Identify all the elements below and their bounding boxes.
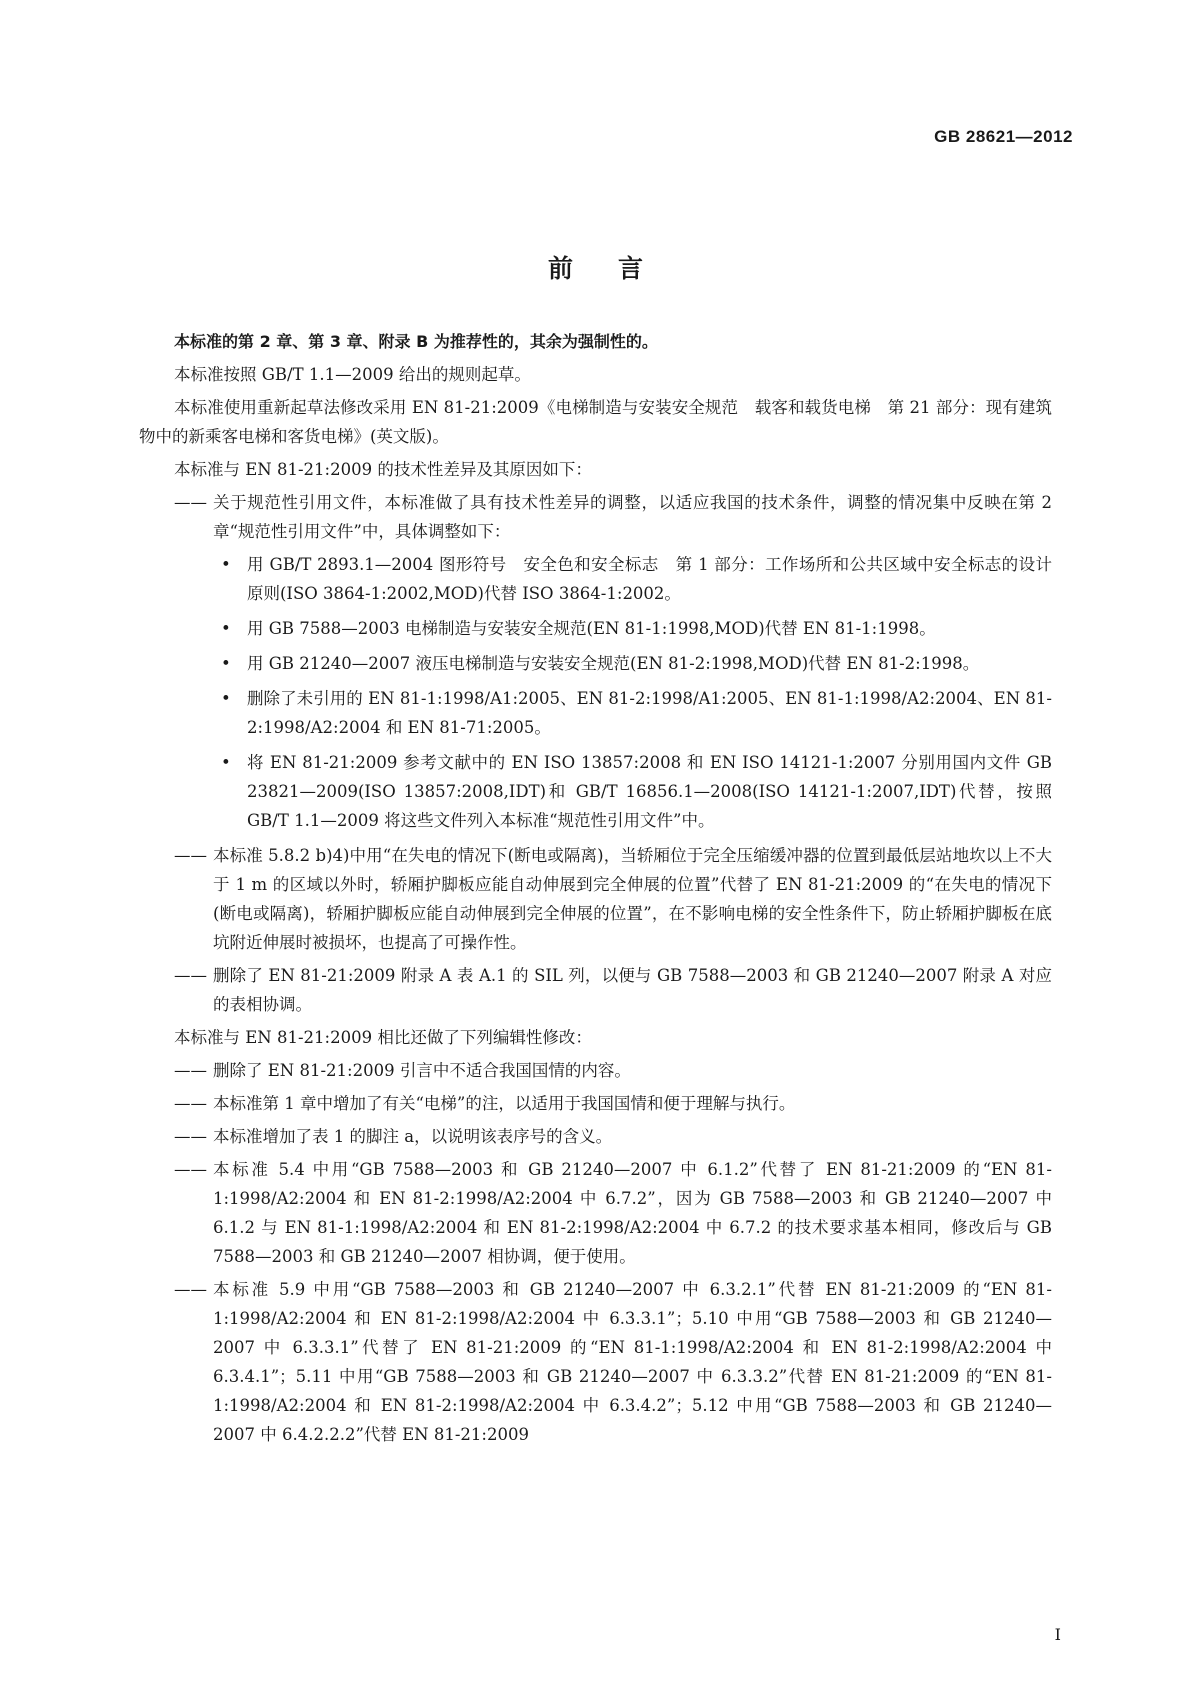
dash-mark: —— (174, 1160, 207, 1179)
dash-mark: —— (174, 846, 207, 865)
dash-mark: —— (174, 966, 207, 985)
list-item-text: 将 EN 81-21:2009 参考文献中的 EN ISO 13857:2008 和 EN ISO 14121-1:2007 分别用国内文件 GB 23821—2009(ISO 13857:2008,IDT)和 GB/T 16856.1—2008(ISO 14121-1:2007,IDT)代替，按照 GB/T 1.1—2009 将这些文件列入本标准“规范性引用文件”中。 (247, 753, 1052, 830)
list-item (139, 614, 1052, 643)
list-item-text: 用 GB 21240—2007 液压电梯制造与安装安全规范(EN 81-2:1998,MOD)代替 EN 81-2:1998。 (247, 654, 980, 673)
dash-mark: —— (174, 1280, 207, 1299)
page-title: 前言 (547, 253, 688, 283)
editorial-item (139, 1056, 1052, 1085)
editorial-item (139, 1155, 1052, 1271)
list-item-text: 删除了未引用的 EN 81-1:1998/A1:2005、EN 81-2:1998/A1:2005、EN 81-1:1998/A2:2004、EN 81-2:1998/A2:2004 和 EN 81-71:2005。 (247, 689, 1052, 737)
editorial-item-text: 本标准第 1 章中增加了有关“电梯”的注，以适用于我国国情和便于理解与执行。 (213, 1094, 796, 1113)
editorial-item-text: 删除了 EN 81-21:2009 引言中不适合我国国情的内容。 (213, 1061, 631, 1080)
intro-drafting-paragraph: 本标准按照 GB/T 1.1—2009 给出的规则起草。 (174, 365, 531, 384)
tech-difference-text: 本标准 5.8.2 b)4)中用“在失电的情况下(断电或隔离)，当轿厢位于完全压缩缓冲器的位置到最低层站地坎以上不大于 1 m 的区域以外时，轿厢护脚板应能自动伸展到完全伸展的位置”代替了 EN 81-21:2009 的“在失电的情况下(断电或隔离)，轿厢护脚板应能自动伸展到完全伸展的位置”，在不影响电梯的安全性条件下，防止轿厢护脚板在底坑附近伸展时被损坏，也提高了可操作性。 (213, 846, 1052, 952)
list-item (139, 649, 1052, 678)
list-item (139, 550, 1052, 608)
dash-mark: —— (174, 493, 207, 512)
bullet-icon: • (221, 619, 231, 638)
intro-differences-paragraph: 本标准与 EN 81-21:2009 的技术性差异及其原因如下： (174, 460, 592, 479)
standard-code: GB 28621—2012 (934, 127, 1073, 146)
editorial-item-text: 本标准增加了表 1 的脚注 a，以说明该表序号的含义。 (213, 1127, 613, 1146)
reference-adjustment-list (139, 550, 1052, 835)
dash-mark: —— (174, 1061, 207, 1080)
editorial-item-text: 本标准 5.9 中用“GB 7588—2003 和 GB 21240—2007 中 6.3.2.1”代替 EN 81-21:2009 的“EN 81-1:1998/A2:2004 和 EN 81-2:1998/A2:2004 中 6.3.3.1”；5.10 中用“GB 7588—2003 和 GB 21240—2007 中 6.3.3.1”代替了 EN 81-21:2009 的“EN 81-1:1998/A2:2004 和 EN 81-2:1998/A2:2004 中 6.3.4.1”；5.11 中用“GB 7588—2003 和 GB 21240—2007 中 6.3.3.2”代替 EN 81-21:2009 的“EN 81-1:1998/A2:2004 和 EN 81-2:1998/A2:2004 中 6.3.4.2”；5.12 中用“GB 7588—2003 和 GB 21240—2007 中 6.4.2.2.2”代替 EN 81-21:2009 (213, 1280, 1052, 1444)
tech-difference-text: 删除了 EN 81-21:2009 附录 A 表 A.1 的 SIL 列，以便与 GB 7588—2003 和 GB 21240—2007 附录 A 对应的表相协调。 (213, 966, 1052, 1014)
document-body (139, 327, 1052, 1453)
tech-difference-item (139, 841, 1052, 957)
tech-difference-text: 关于规范性引用文件，本标准做了具有技术性差异的调整，以适应我国的技术条件，调整的情况集中反映在第 2 章“规范性引用文件”中，具体调整如下： (213, 493, 1052, 541)
tech-difference-item (139, 961, 1052, 1019)
list-item-text: 用 GB/T 2893.1—2004 图形符号 安全色和安全标志 第 1 部分：工作场所和公共区域中安全标志的设计原则(ISO 3864-1:2002,MOD)代替 ISO 3864-1:2002。 (247, 555, 1052, 603)
editorial-item (139, 1089, 1052, 1118)
dash-mark: —— (174, 1094, 207, 1113)
tech-difference-item (139, 488, 1052, 546)
list-item (139, 748, 1052, 835)
editorial-item-text: 本标准 5.4 中用“GB 7588—2003 和 GB 21240—2007 中 6.1.2”代替了 EN 81-21:2009 的“EN 81-1:1998/A2:2004 和 EN 81-2:1998/A2:2004 中 6.7.2”，因为 GB 7588—2003 和 GB 21240—2007 中 6.1.2 与 EN 81-1:1998/A2:2004 和 EN 81-2:1998/A2:2004 中 6.7.2 的技术要求基本相同，修改后与 GB 7588—2003 和 GB 21240—2007 相协调，便于使用。 (213, 1160, 1052, 1266)
intro-scope-paragraph: 本标准的第 2 章、第 3 章、附录 B 为推荐性的，其余为强制性的。 (174, 332, 658, 351)
editorial-item (139, 1275, 1052, 1449)
intro-adoption-paragraph: 本标准使用重新起草法修改采用 EN 81-21:2009《电梯制造与安装安全规范 载客和载货电梯 第 21 部分：现有建筑物中的新乘客电梯和客货电梯》(英文版)。 (139, 398, 1052, 446)
editorial-item (139, 1122, 1052, 1151)
page-number: I (1054, 1625, 1061, 1644)
list-item-text: 用 GB 7588—2003 电梯制造与安装安全规范(EN 81-1:1998,MOD)代替 EN 81-1:1998。 (247, 619, 936, 638)
list-item (139, 684, 1052, 742)
dash-mark: —— (174, 1127, 207, 1146)
bullet-icon: • (221, 555, 231, 574)
bullet-icon: • (221, 753, 231, 772)
bullet-icon: • (221, 689, 231, 708)
bullet-icon: • (221, 654, 231, 673)
editorial-intro-paragraph: 本标准与 EN 81-21:2009 相比还做了下列编辑性修改： (174, 1028, 592, 1047)
